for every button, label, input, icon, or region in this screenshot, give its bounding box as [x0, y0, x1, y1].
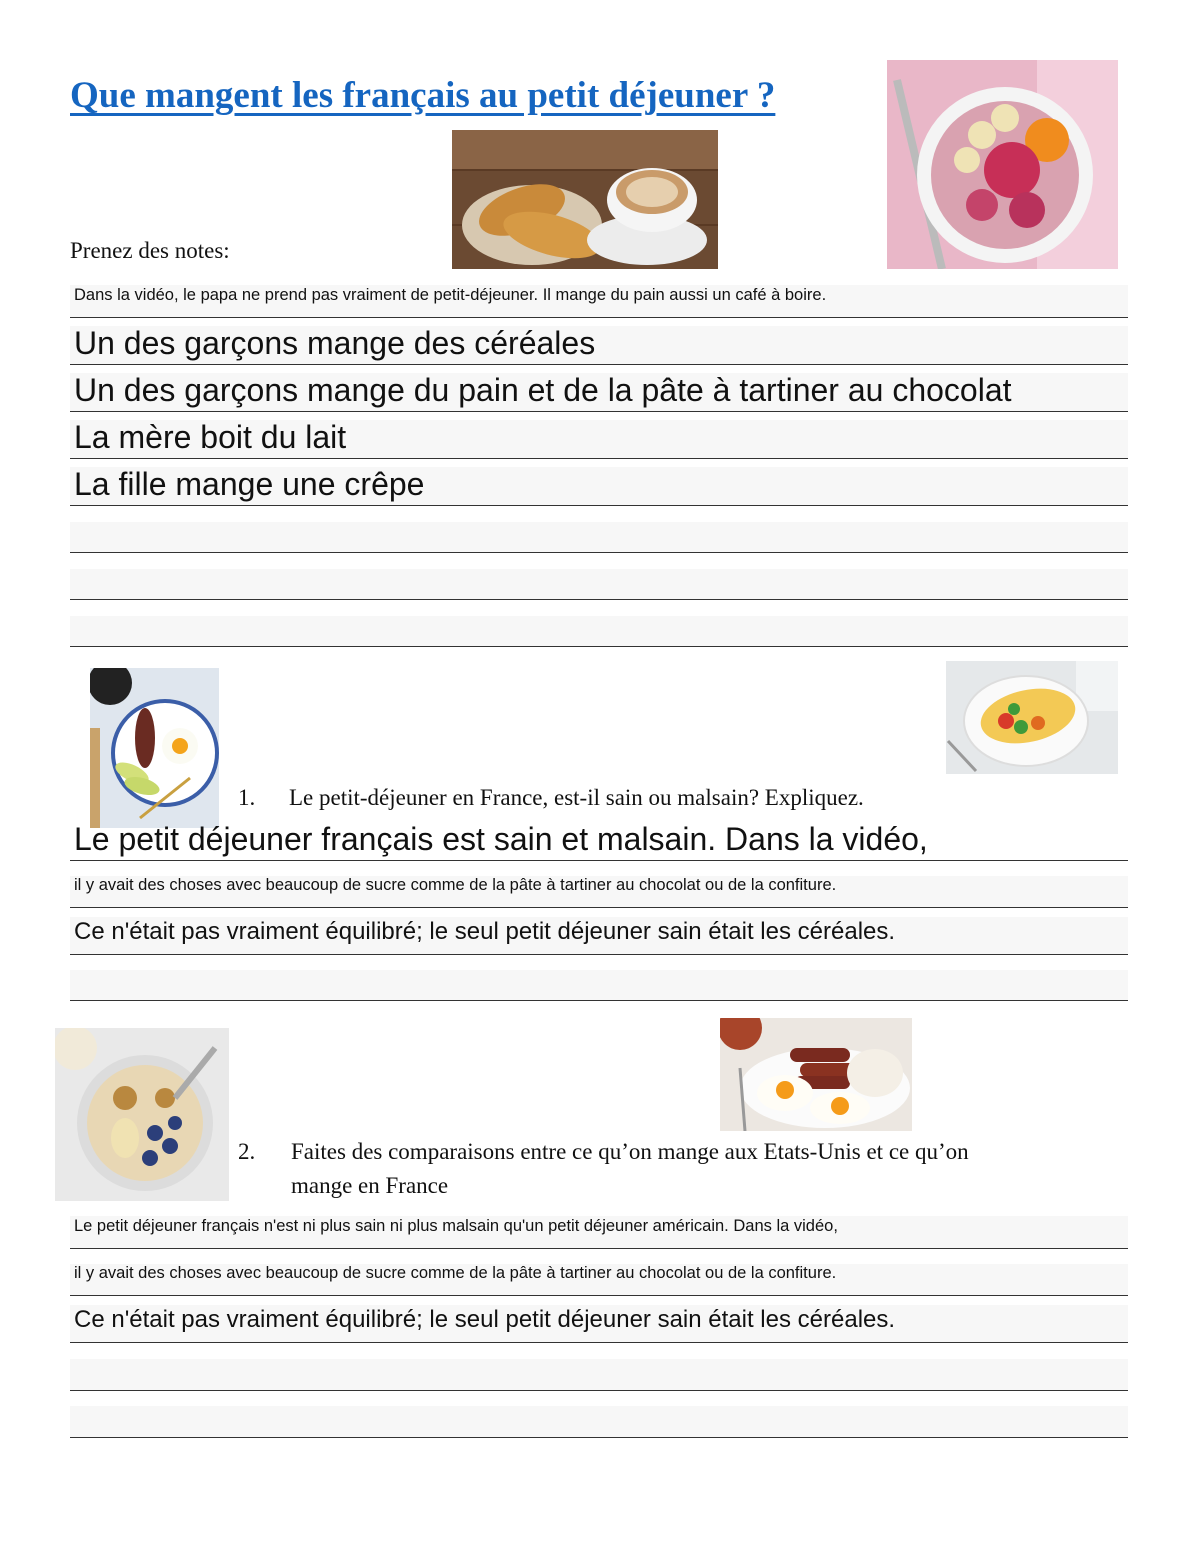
oatmeal-bowl-photo [55, 1028, 229, 1201]
notes-line-text: Un des garçons mange des céréales [74, 325, 596, 361]
notes-line[interactable] [70, 569, 1128, 600]
omelette-plate-photo [946, 661, 1118, 774]
notes-line[interactable] [70, 373, 1128, 412]
answer-line-text: il y avait des choses avec beaucoup de sucre comme de la pâte à tartiner au chocolat ou de la confiture. [74, 876, 837, 894]
answer-line[interactable] [70, 1216, 1128, 1249]
notes-line[interactable] [70, 285, 1128, 318]
notes-line-text: Dans la vidéo, le papa ne prend pas vraiment de petit-déjeuner. Il mange du pain aussi un café à boire. [74, 286, 827, 304]
notes-line-text: La mère boit du lait [74, 419, 347, 455]
question-2-number: 2. [238, 1139, 256, 1164]
answer-line[interactable] [70, 970, 1128, 1001]
answer-line[interactable] [70, 1305, 1128, 1343]
answer-line-text: Le petit déjeuner français n'est ni plus sain ni plus malsain qu'un petit déjeuner américain. Dans la vidéo, [74, 1217, 838, 1235]
page-title: Que mangent les français au petit déjeuner ? [70, 75, 776, 116]
answer-line[interactable] [70, 917, 1128, 955]
notes-line[interactable] [70, 326, 1128, 365]
eggs-sausage-rice-photo [720, 1018, 912, 1131]
answer-line-text: Ce n'était pas vraiment équilibré; le seul petit déjeuner sain était les céréales. [74, 1306, 896, 1333]
answer-line[interactable] [70, 822, 1128, 861]
notes-line-text: La fille mange une crêpe [74, 466, 425, 502]
notes-label: Prenez des notes: [70, 238, 230, 263]
eggs-avocado-plate-photo [90, 668, 219, 828]
answer-line[interactable] [70, 1406, 1128, 1438]
notes-line[interactable] [70, 522, 1128, 553]
question-1-text: Le petit-déjeuner en France, est-il sain ou malsain? Expliquez. [289, 785, 864, 810]
fruit-bowl-photo [887, 60, 1118, 269]
answer-line[interactable] [70, 1264, 1128, 1296]
question-2-text-line2: mange en France [291, 1173, 449, 1198]
notes-line[interactable] [70, 420, 1128, 459]
answer-line[interactable] [70, 1359, 1128, 1391]
notes-line[interactable] [70, 616, 1128, 647]
notes-line-text: Un des garçons mange du pain et de la pâte à tartiner au chocolat [74, 372, 1012, 408]
answer-line[interactable] [70, 876, 1128, 908]
answer-line-text: il y avait des choses avec beaucoup de sucre comme de la pâte à tartiner au chocolat ou de la confiture. [74, 1264, 837, 1282]
answer-line-text: Ce n'était pas vraiment équilibré; le seul petit déjeuner sain était les céréales. [74, 918, 896, 945]
notes-line[interactable] [70, 467, 1128, 506]
question-2-text-line1: Faites des comparaisons entre ce qu’on mange aux Etats-Unis et ce qu’on [291, 1139, 969, 1164]
answer-line-text: Le petit déjeuner français est sain et malsain. Dans la vidéo, [74, 821, 928, 857]
croissants-coffee-photo [452, 130, 718, 269]
question-1-number: 1. [238, 785, 256, 810]
